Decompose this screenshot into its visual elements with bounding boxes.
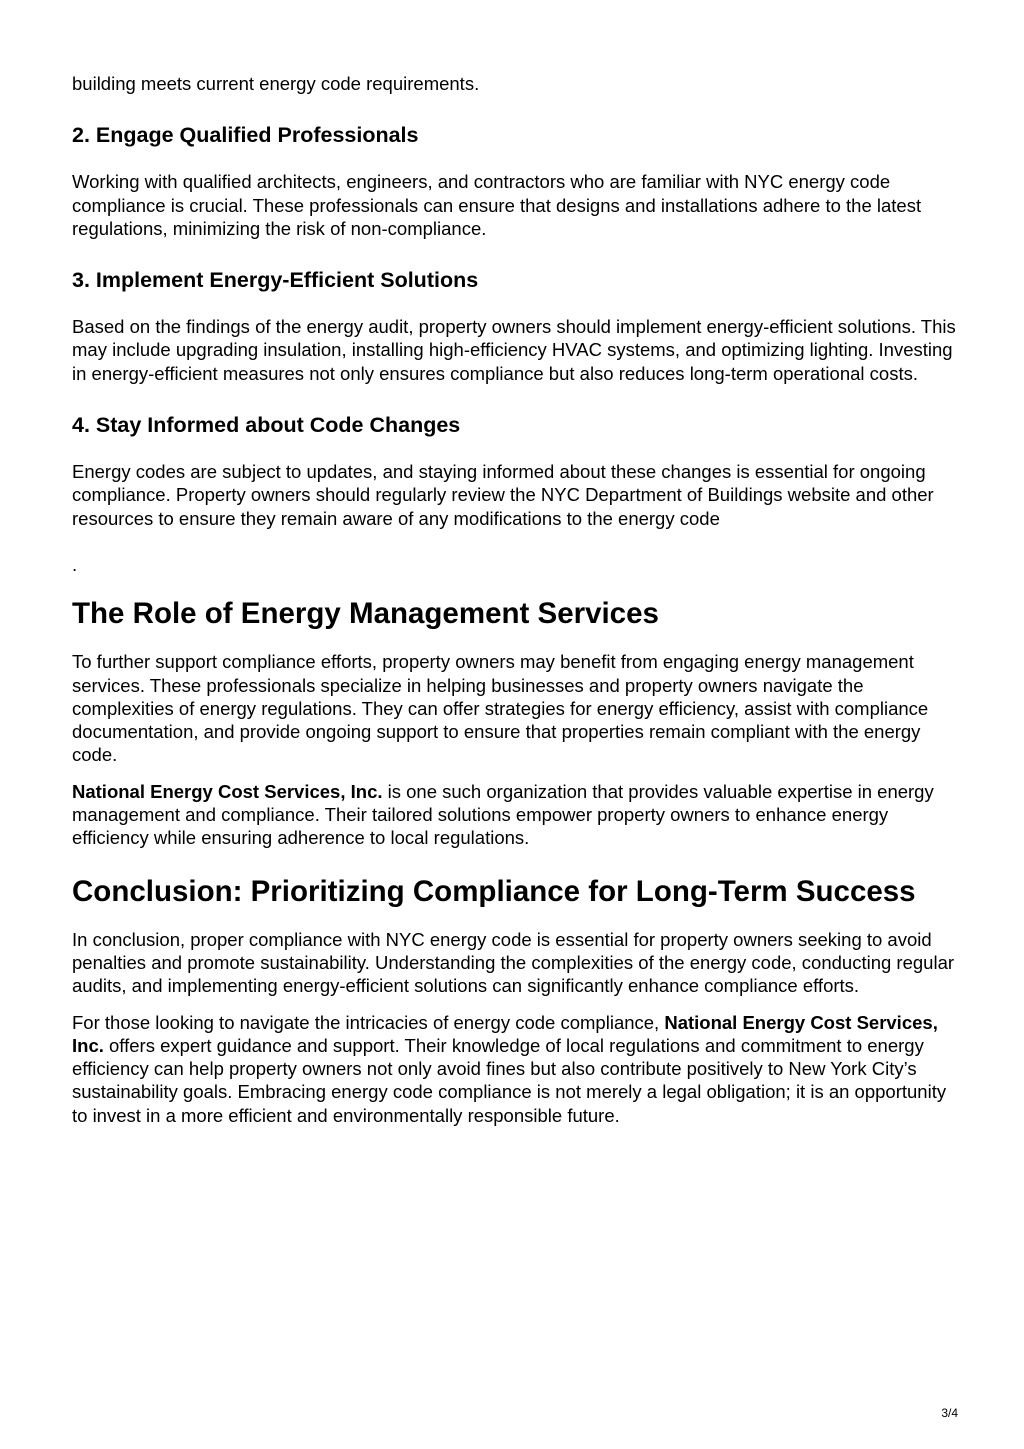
paragraph-text: For those looking to navigate the intricacies of energy code compliance, (72, 1011, 665, 1033)
document-page (72, 72, 957, 1127)
paragraph-energy-management-services: To further support compliance efforts, property owners may benefit from engaging energy management services. These professionals specialize in helping businesses and property owners navigate the complexities of energy regulations. They can offer strategies for energy efficiency, assist with compliance documentation, and provide ongoing support to ensure that properties remain compliant with the energy code. (72, 651, 929, 766)
paragraph-text: offers expert guidance and support. Their knowledge of local regulations and commitment to energy efficiency can help property owners not only avoid fines but also contribute positively to New York City’s sustainability goals. Embracing energy code compliance is not merely a legal obligation; it is an opportunity to invest in a more efficient and environmentally responsible future. (72, 1034, 947, 1126)
paragraph-conclusion-1: In conclusion, proper compliance with NYC energy code is essential for property owners seeking to avoid penalties and promote sustainability. Understanding the complexities of the energy code, conducting regular audits, and implementing energy-efficient solutions can significantly enhance compliance efforts. (72, 928, 955, 997)
section-heading-engage-professionals: 2. Engage Qualified Professionals (72, 123, 419, 148)
section-body-engage-professionals: Working with qualified architects, engineers, and contractors who are familiar with NYC energy code compliance is crucial. These professionals can ensure that designs and installations adhere to the latest regulations, minimizing the risk of non-compliance. (72, 171, 922, 239)
section-body-energy-efficient-solutions: Based on the findings of the energy audit, property owners should implement energy-efficient solutions. This may include upgrading insulation, installing high-efficiency HVAC systems, and optimizing lighting. Investing in energy-efficient measures not only ensures compliance but also reduces long-term operational costs. (72, 316, 956, 384)
section-heading-code-changes: 4. Stay Informed about Code Changes (72, 413, 461, 438)
company-name-bold: National Energy Cost Services, Inc. (72, 1011, 938, 1056)
section-heading-energy-efficient-solutions: 3. Implement Energy-Efficient Solutions (72, 268, 479, 293)
paragraph-national-energy-cost-services (72, 780, 957, 850)
page-number: 3/4 (941, 1406, 958, 1420)
section-body-code-changes: Energy codes are subject to updates, and staying informed about these changes is essential for ongoing compliance. Property owners should regularly review the NYC Department of Buildings website and other resources to ensure they remain aware of any modifications to the energy code (72, 461, 934, 529)
paragraph-text: is one such organization that provides valuable expertise in energy management and compliance. Their tailored solutions empower property owners to enhance energy efficiency while ensuring adherence to local regulations. (72, 780, 934, 849)
heading-conclusion: Conclusion: Prioritizing Compliance for Long-Term Success (72, 874, 916, 908)
company-name-bold: National Energy Cost Services, Inc. (72, 780, 383, 802)
paragraph-conclusion-2 (72, 1011, 957, 1127)
heading-energy-management-services: The Role of Energy Management Services (72, 597, 659, 631)
stray-period: . (72, 553, 78, 575)
intro-paragraph: building meets current energy code requirements. (72, 73, 480, 94)
